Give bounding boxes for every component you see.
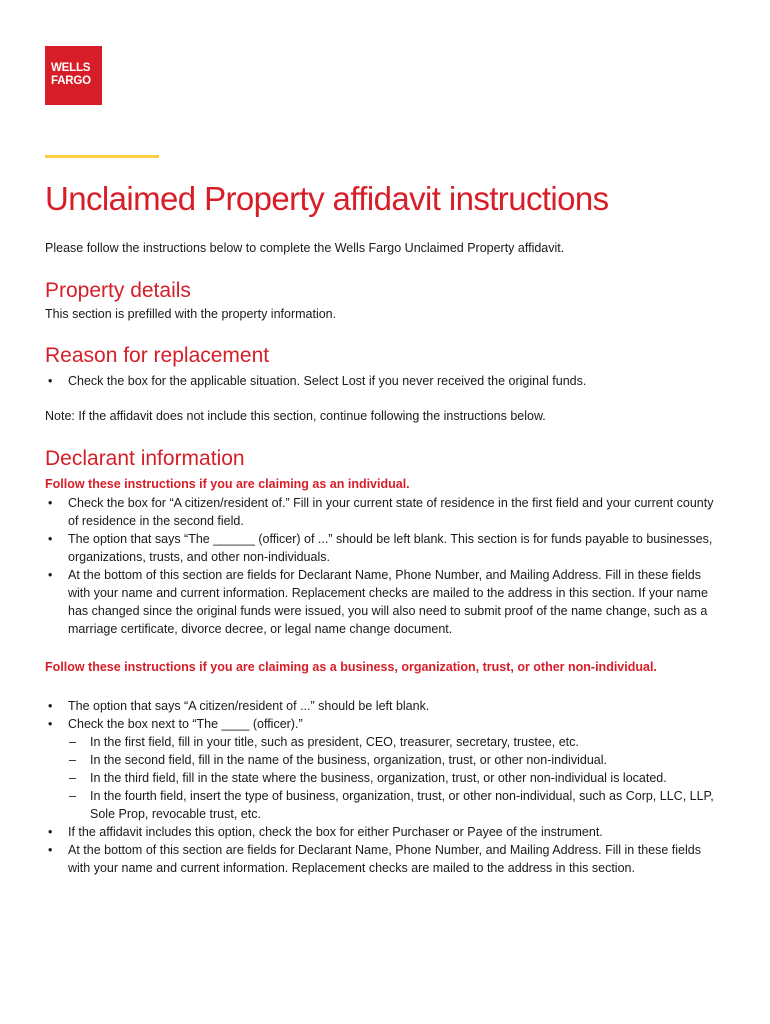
logo-line-2: FARGO <box>51 75 91 87</box>
reason-heading: Reason for replacement <box>45 344 270 367</box>
reason-list <box>45 372 725 390</box>
wells-fargo-logo <box>45 46 102 105</box>
sub-list-item: – In the first field, fill in your title, such as president, CEO, treasurer, secretary, trustee, etc. <box>68 733 725 751</box>
sub-list-item: – In the fourth field, insert the type of business, organization, trust, or other non-individual, such as Corp, LLC, LLP, Sole Prop, revocable trust, etc. <box>68 787 725 823</box>
individual-subheading: Follow these instructions if you are claiming as an individual. <box>45 477 410 491</box>
sub-list-item: – In the third field, fill in the state where the business, organization, trust, or other non-individual is located. <box>68 769 725 787</box>
sub-list-item: – In the second field, fill in the name of the business, organization, trust, or other non-individual. <box>68 751 725 769</box>
list-item: • At the bottom of this section are fields for Declarant Name, Phone Number, and Mailing Address. Fill in these fields with your name and current information. Replacement checks are mailed to the address in this section. <box>45 841 725 877</box>
declarant-heading: Declarant information <box>45 447 245 470</box>
reason-note: Note: If the affidavit does not include this section, continue following the instructions below. <box>45 409 546 423</box>
logo-line-1: WELLS <box>51 62 91 74</box>
list-item: • Check the box for the applicable situation. Select Lost if you never received the original funds. <box>45 372 725 390</box>
individual-list <box>45 494 725 638</box>
property-details-text: This section is prefilled with the property information. <box>45 307 337 321</box>
business-subheading: Follow these instructions if you are claiming as a business, organization, trust, or other non-individual. <box>45 660 657 674</box>
list-item: • The option that says “A citizen/resident of ...” should be left blank. <box>45 697 725 715</box>
officer-sublist <box>68 733 725 823</box>
intro-text: Please follow the instructions below to complete the Wells Fargo Unclaimed Property affidavit. <box>45 241 565 255</box>
property-details-heading: Property details <box>45 279 191 302</box>
list-item: • At the bottom of this section are fields for Declarant Name, Phone Number, and Mailing Address. Fill in these fields with your name and current information. Replacement checks are mailed to the address in this section. If your name has changed since the original funds were issued, you will also need to submit proof of the name change, such as a marriage certificate, divorce decree, or legal name change document. <box>45 566 725 638</box>
list-item-text: Check the box next to “The ____ (officer).” <box>68 717 303 731</box>
business-list <box>45 697 725 877</box>
list-item <box>45 715 725 823</box>
page-title: Unclaimed Property affidavit instructions <box>45 180 609 217</box>
list-item: • Check the box for “A citizen/resident of.” Fill in your current state of residence in the first field and your current county of residence in the second field. <box>45 494 725 530</box>
title-accent-bar <box>45 155 159 158</box>
list-item: • The option that says “The ______ (officer) of ...” should be left blank. This section is for funds payable to businesses, organizations, trusts, and other non-individuals. <box>45 530 725 566</box>
list-item: • If the affidavit includes this option, check the box for either Purchaser or Payee of the instrument. <box>45 823 725 841</box>
